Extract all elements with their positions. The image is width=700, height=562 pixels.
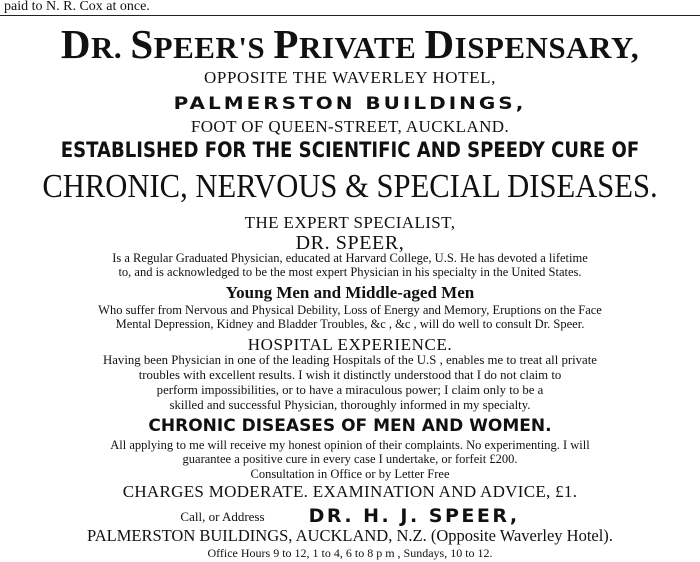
dr-speer-line: DR. SPEER, [295, 232, 405, 254]
title-rest-speers: PEER'S [153, 30, 274, 65]
having-been-line-2: troubles with excellent results. I wish it distinctly understood that I do not claim to [138, 368, 562, 382]
regular-physician-line-2: to, and is acknowledged to be the most expert Physician in his specialty in the United States. [118, 265, 582, 279]
who-suffer-line-2: Mental Depression, Kidney and Bladder Troubles, &c , &c , will do well to consult Dr. Speer. [115, 317, 585, 331]
title-rest-dispensary: ISPENSARY, [454, 30, 640, 65]
top-fragment-line: paid to N. R. Cox at once. [4, 0, 150, 14]
all-applying-line-1: All applying to me will receive my honest opinion of their complaints. No experimenting. I will [110, 438, 590, 452]
chronic-diseases-men-women-heading: CHRONIC DISEASES OF MEN AND WOMEN. [148, 416, 552, 436]
column-rule [0, 15, 700, 16]
title-initial-d2: D [424, 21, 455, 67]
who-suffer-line-1: Who suffer from Nervous and Physical Debility, Loss of Energy and Memory, Eruptions on the Face [98, 303, 602, 317]
title-rest-private: RIVATE [298, 30, 425, 65]
opposite-line: OPPOSITE THE WAVERLEY HOTEL, [204, 68, 496, 87]
title-initial-d: D [60, 21, 91, 67]
dispensary-title [0, 21, 700, 67]
title-initial-p: P [273, 21, 299, 67]
chronic-nervous-special-diseases: CHRONIC, NERVOUS & SPECIAL DISEASES. [42, 168, 658, 205]
young-men-heading: Young Men and Middle-aged Men [225, 283, 475, 302]
expert-specialist-line: THE EXPERT SPECIALIST, [244, 213, 456, 232]
palmerston-buildings-heading: PALMERSTON BUILDINGS, [173, 92, 527, 114]
office-hours-line: Office Hours 9 to 12, 1 to 4, 6 to 8 p m , Sundays, 10 to 12. [207, 546, 493, 560]
title-rest-dr: R. [90, 30, 131, 65]
regular-physician-line-1: Is a Regular Graduated Physician, educated at Harvard College, U.S. He has devoted a lifetime [112, 251, 588, 265]
having-been-line-1: Having been Physician in one of the leading Hospitals of the U.S , enables me to treat all private [103, 353, 597, 367]
title-initial-s: S [130, 21, 154, 67]
dr-hj-speer-name: DR. H. J. SPEER, [308, 505, 520, 527]
established-line: ESTABLISHED FOR THE SCIENTIFIC AND SPEEDY CURE OF [60, 138, 640, 162]
consultation-line: Consultation in Office or by Letter Free [250, 467, 450, 481]
foot-of-queen-street-line: FOOT OF QUEEN-STREET, AUCKLAND. [190, 117, 510, 136]
palmerston-auckland-address-line: PALMERSTON BUILDINGS, AUCKLAND, N.Z. (Opposite Waverley Hotel). [87, 526, 613, 545]
call-or-address-row [0, 507, 700, 526]
hospital-experience-heading: HOSPITAL EXPERIENCE. [247, 335, 453, 354]
charges-moderate-line: CHARGES MODERATE. EXAMINATION AND ADVICE, £1. [122, 482, 578, 501]
all-applying-line-2: guarantee a positive cure in every case I undertake, or forfeit £200. [182, 452, 518, 466]
call-or-address-label: Call, or Address [180, 509, 265, 524]
having-been-line-3: perform impossibilities, or to have a miraculous power; I claim only to be a [156, 383, 544, 397]
having-been-line-4: skilled and successful Physician, thoroughly informed in my specialty. [169, 398, 531, 412]
